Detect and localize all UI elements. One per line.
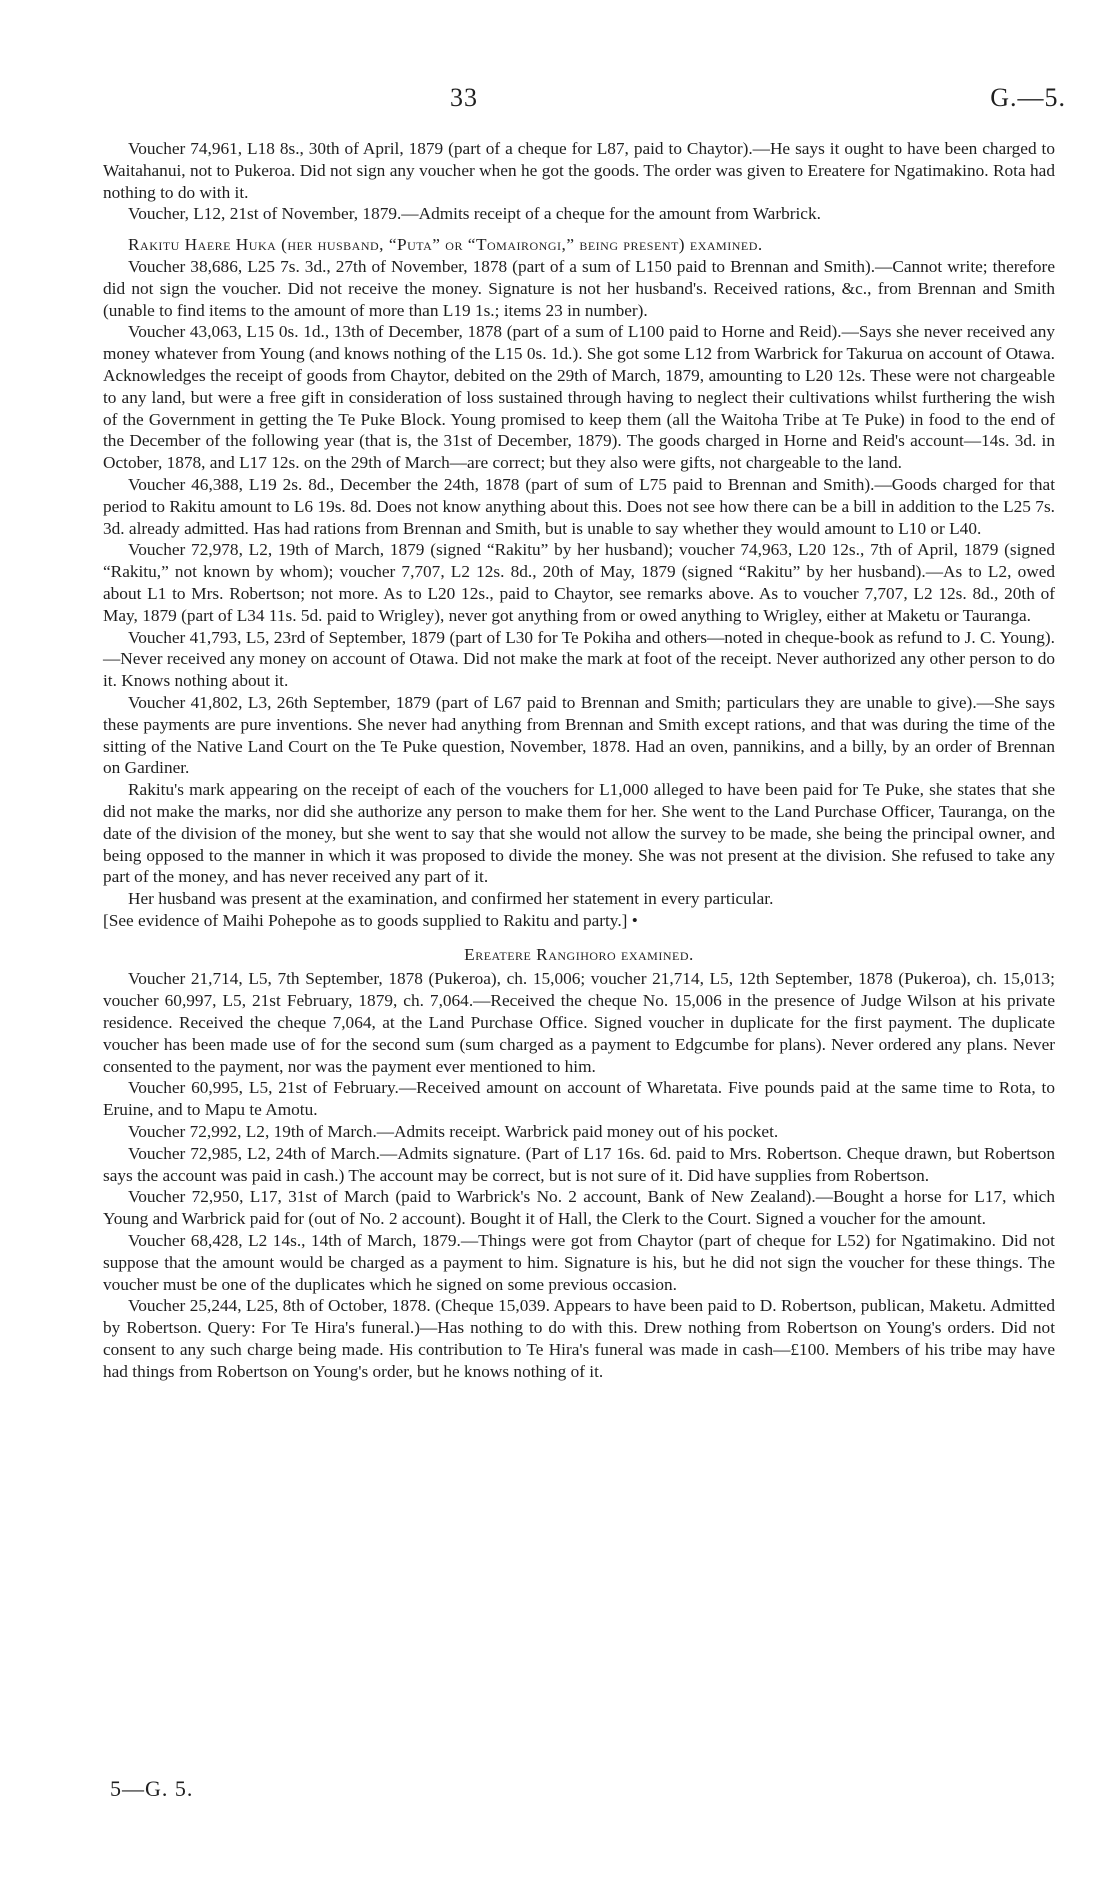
paragraph: Voucher 72,978, L2, 19th of March, 1879 (signed “Rakitu” by her husband); voucher 74,963, L20 12s., 7th of April, 1879 (signed “Rakitu,” not known by whom); voucher 7,707, L2 12s. 8d., 20th of May, 1879 (signed “Rakitu” by her husband).—As to L2, owed about L1 to Mrs. Robertson; not more. As to L20 12s., paid to Chaytor, see remarks above. As to voucher 7,707, L2 12s. 8d., 20th of May, 1879 (part of L34 11s. 5d. paid to Wrigley), never got anything from or owed anything to Wrigley, either at Maketu or Tauranga. xyxy=(103,540,1055,625)
paragraph: Voucher 74,961, L18 8s., 30th of April, 1879 (part of a cheque for L87, paid to Chaytor).—He says it ought to have been charged to Waitahanui, not to Pukeroa. Did not sign any voucher when he got the goods. The order was given to Ereatere for Ngatimakino. Rota had nothing to do with it. xyxy=(103,139,1055,202)
paragraph: Voucher 41,802, L3, 26th September, 1879 (part of L67 paid to Brennan and Smith; particulars they are unable to give).—She says these payments are pure inventions. She never had anything from Brennan and Smith except rations, and that was during the time of the sitting of the Native Land Court on the Te Puke question, November, 1878. Had an oven, pannikins, and a billy, by an order of Brennan on Gardiner. xyxy=(103,692,1055,778)
section-heading-rakitu xyxy=(103,234,1055,256)
paragraph: Voucher 60,995, L5, 21st of February.—Received amount on account of Wharetata. Five pounds paid at the same time to Rota, to Eruine, and to Mapu te Amotu. xyxy=(103,1078,1055,1120)
paragraph: Voucher 38,686, L25 7s. 3d., 27th of November, 1878 (part of a sum of L150 paid to Brennan and Smith).—Cannot write; therefore did not sign the voucher. Did not receive the money. Signature is not her husband's. Received rations, &c., from Brennan and Smith (unable to find items to the amount of more than L19 1s.; items 23 in number). xyxy=(103,256,1055,320)
paragraph: Voucher 72,950, L17, 31st of March (paid to Warbrick's No. 2 account, Bank of New Zealand).—Bought a horse for L17, which Young and Warbrick paid for (out of No. 2 account). Bought it of Hall, the Clerk to the Court. Signed a voucher for the amount. xyxy=(103,1187,1055,1229)
document-body xyxy=(103,138,1055,1383)
printer-signature-mark: 5—G. 5. xyxy=(110,1776,194,1801)
paragraph: Voucher 72,985, L2, 24th of March.—Admits signature. (Part of L17 16s. 6d. paid to Mrs. Robertson. Cheque drawn, but Robertson says the account was paid in cash.) The account may be correct, but is not sure of it. Did have supplies from Robertson. xyxy=(103,1143,1055,1185)
paragraph: Voucher 72,992, L2, 19th of March.—Admits receipt. Warbrick paid money out of his pocket. xyxy=(128,1122,779,1142)
paragraph: Voucher 21,714, L5, 7th September, 1878 (Pukeroa), ch. 15,006; voucher 21,714, L5, 12th September, 1878 (Pukeroa), ch. 15,013; voucher 60,997, L5, 21st February, 1879, ch. 7,064.—Received the cheque No. 15,006 in the presence of Judge Wilson at his private residence. Received the cheque 7,064, at the Land Purchase Office. Signed voucher in duplicate for the first payment. The duplicate voucher has been made use of for the second sum (sum charged as a payment to Edgcumbe for plans). Never ordered any plans. Never consented to the payment, nor was the payment ever mentioned to him. xyxy=(103,969,1055,1076)
page-number: 33 xyxy=(450,83,478,112)
paragraph: [See evidence of Maihi Pohepohe as to goods supplied to Rakitu and party.] • xyxy=(103,910,638,930)
section-heading-ereatere: Ereatere Rangihoro examined. xyxy=(464,944,694,964)
witness-intro: (her husband, “Puta” or “Tomairongi,” being present) examined. xyxy=(276,235,763,255)
page-header xyxy=(0,83,1114,117)
paragraph: Voucher 46,388, L19 2s. 8d., December the 24th, 1878 (part of sum of L75 paid to Brennan and Smith).—Goods charged for that period to Rakitu amount to L6 19s. 8d. Does not know anything about this. Does not see how there can be a bill in addition to the L25 7s. 3d. already admitted. Has had rations from Brennan and Smith, but is unable to say whether they would amount to L10 or L40. xyxy=(103,474,1055,538)
paragraph: Voucher, L12, 21st of November, 1879.—Admits receipt of a cheque for the amount from Warbrick. xyxy=(128,204,821,224)
paragraph: Voucher 41,793, L5, 23rd of September, 1879 (part of L30 for Te Pokiha and others—noted in cheque-book as refund to J. C. Young).—Never received any money on account of Otawa. Did not make the mark at foot of the receipt. Never authorized any other person to do it. Knows nothing about it. xyxy=(103,627,1055,691)
paragraph: Voucher 43,063, L15 0s. 1d., 13th of December, 1878 (part of a sum of L100 paid to Horne and Reid).—Says she never received any money whatever from Young (and knows nothing of the L15 0s. 1d.). She got some L12 from Warbrick for Takurua on account of Otawa. Acknowledges the receipt of goods from Chaytor, debited on the 29th of March, 1879, amounting to L20 12s. These were not chargeable to any land, but were a free gift in consideration of loss sustained through having to neglect their cultivations whilst furthering the wish of the Government in getting the Te Puke Block. Young promised to keep them (all the Waitoha Tribe at Te Puke) in food to the end of the December of the following year (that is, the 31st of December, 1879). The goods charged in Horne and Reid's account—14s. 3d. in October, 1878, and L17 12s. on the 29th of March—are correct; but they also were gifts, not chargeable to the land. xyxy=(103,322,1055,473)
series-reference: G.—5. xyxy=(990,83,1066,112)
paragraph: Rakitu's mark appearing on the receipt of each of the vouchers for L1,000 alleged to have been paid for Te Puke, she states that she did not make the marks, nor did she authorize any person to make them for her. She went to the Land Purchase Officer, Tauranga, on the date of the division of the money, but she went to say that she would not allow the survey to be made, she being the principal owner, and being opposed to the manner in which it was proposed to divide the money. She was not present at the division. She refused to take any part of the money, and has never received any part of it. xyxy=(103,780,1055,887)
witness-name: Rakitu Haere Huka xyxy=(128,235,277,255)
paragraph: Her husband was present at the examination, and confirmed her statement in every particular. xyxy=(128,889,774,909)
paragraph: Voucher 25,244, L25, 8th of October, 1878. (Cheque 15,039. Appears to have been paid to D. Robertson, publican, Maketu. Admitted by Robertson. Query: For Te Hira's funeral.)—Has nothing to do with this. Drew nothing from Robertson on Young's orders. Did not consent to any such charge being made. His contribution to Te Hira's funeral was made in cash—£100. Members of his tribe may have had things from Robertson on Young's order, but he knows nothing of it. xyxy=(103,1296,1055,1381)
paragraph: Voucher 68,428, L2 14s., 14th of March, 1879.—Things were got from Chaytor (part of cheque for L52) for Ngatimakino. Did not suppose that the amount would be charged as a payment to him. Signature is his, but he did not sign the voucher for these things. The voucher must be one of the duplicates which he signed on some previous occasion. xyxy=(103,1231,1055,1294)
